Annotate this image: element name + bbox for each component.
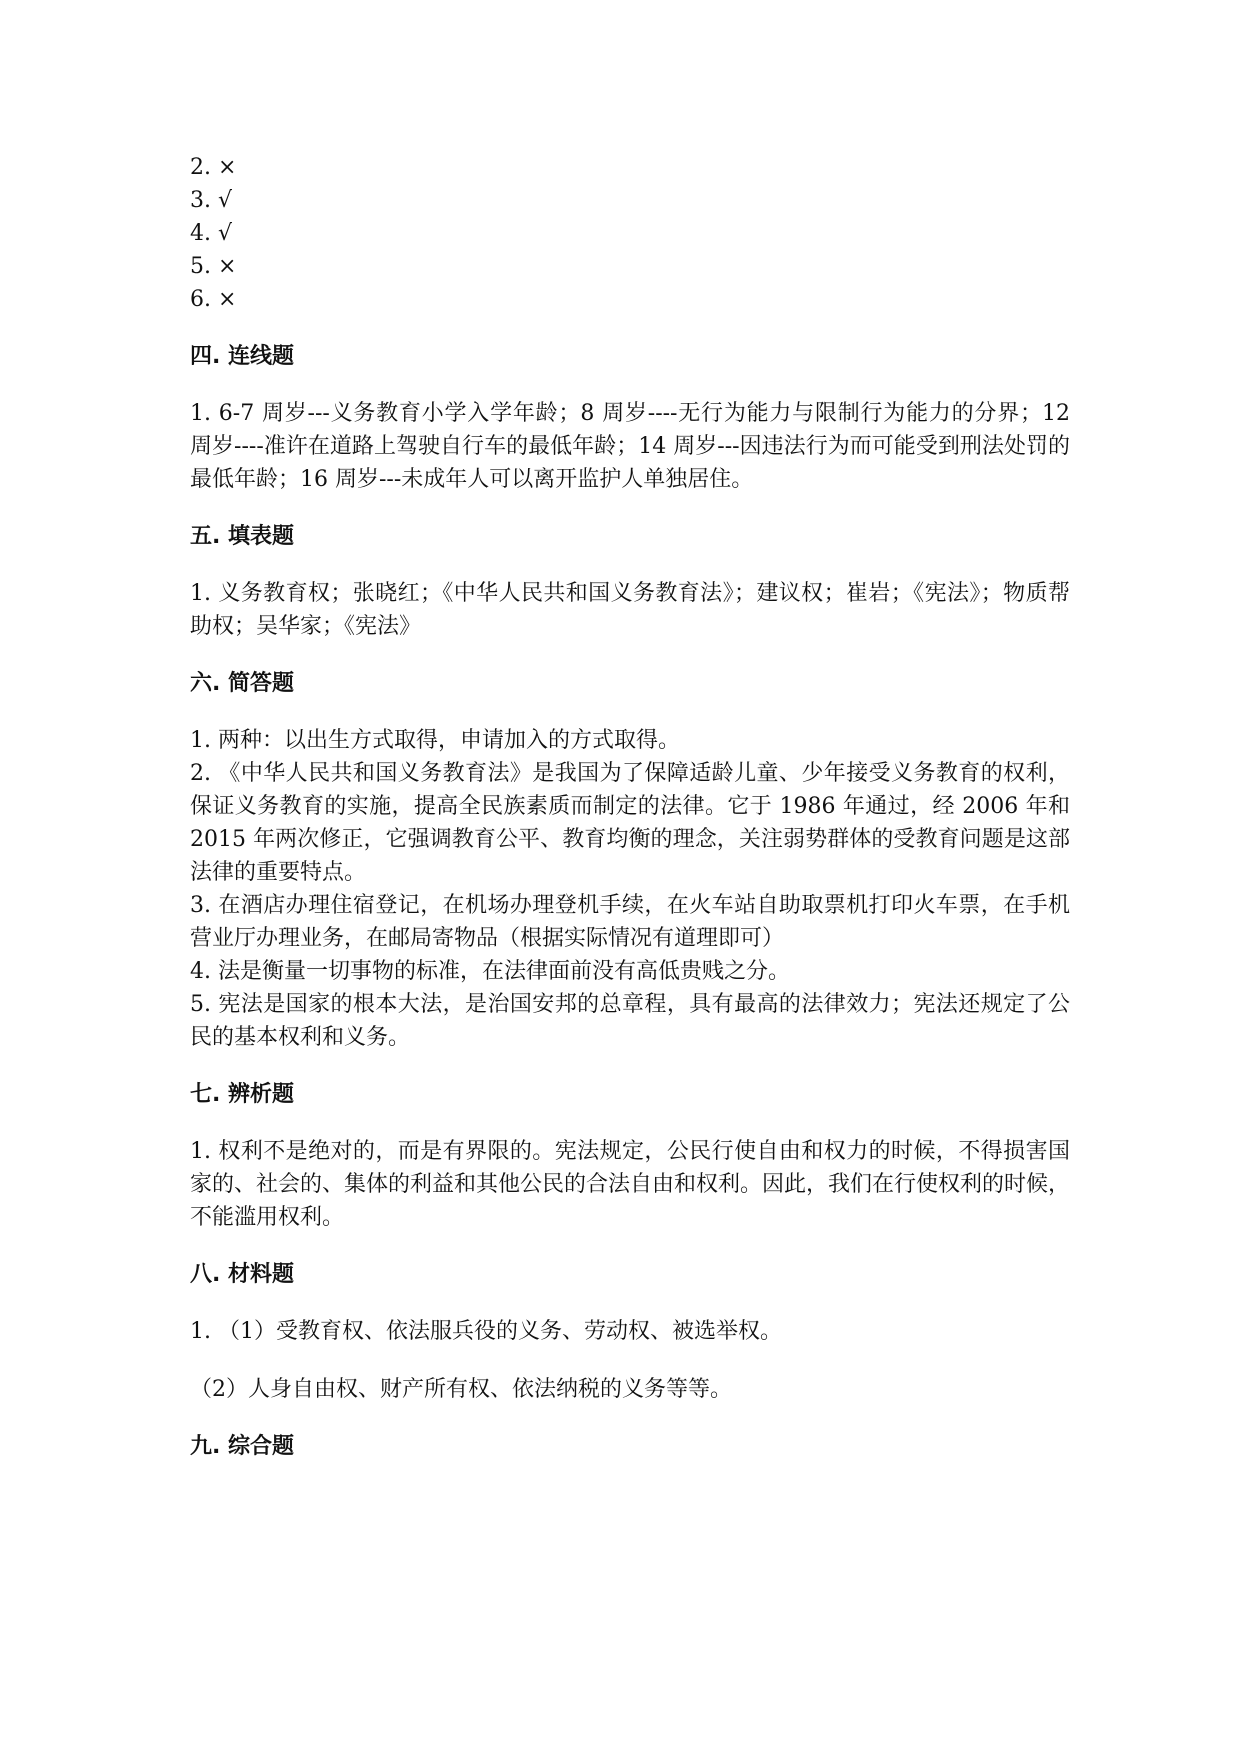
answer-line: 3. √: [190, 188, 233, 213]
material-answer-2: （2）人身自由权、财产所有权、依法纳税的义务等等。: [190, 1377, 732, 1402]
short-answer-3: 3. 在酒店办理住宿登记，在机场办理登机手续，在火车站自助取票机打印火车票，在手机营业厅办理业务，在邮局寄物品（根据实际情况有道理即可）: [190, 893, 1070, 951]
section-heading-short-answer: 六. 简答题: [190, 671, 295, 696]
answer-content: [190, 151, 1070, 1487]
short-answer-4: 4. 法是衡量一切事物的标准，在法律面前没有高低贵贱之分。: [190, 959, 790, 984]
answer-line: 5. ×: [190, 254, 237, 279]
answer-line: 2. ×: [190, 155, 237, 180]
fill-table-answer: 1. 义务教育权；张晓红；《中华人民共和国义务教育法》；建议权；崔岩；《宪法》；物质帮助权；吴华家；《宪法》: [190, 581, 1070, 639]
matching-answer: 1. 6-7 周岁---义务教育小学入学年龄；8 周岁----无行为能力与限制行为能力的分界；12 周岁----准许在道路上驾驶自行车的最低年龄；14 周岁---因违法行为而可能受到刑法处罚的最低年龄；16 周岁---未成年人可以离开监护人单独居住。: [190, 401, 1070, 492]
section-heading-analysis: 七. 辨析题: [190, 1082, 295, 1107]
short-answer-5: 5. 宪法是国家的根本大法，是治国安邦的总章程，具有最高的法律效力；宪法还规定了公民的基本权利和义务。: [190, 992, 1070, 1050]
section-heading-matching: 四. 连线题: [190, 344, 295, 369]
answer-line: 6. ×: [190, 287, 237, 312]
judgement-answers: [190, 151, 1070, 316]
short-answer-1: 1. 两种：以出生方式取得，申请加入的方式取得。: [190, 728, 680, 753]
short-answer-2: 2. 《中华人民共和国义务教育法》是我国为了保障适龄儿童、少年接受义务教育的权利，保证义务教育的实施，提高全民族素质而制定的法律。它于 1986 年通过，经 2006 年和 2015 年两次修正，它强调教育公平、教育均衡的理念，关注弱势群体的受教育问题是这部法律的重要特点。: [190, 761, 1070, 885]
answer-line: 4. √: [190, 221, 233, 246]
section-heading-fill-table: 五. 填表题: [190, 524, 295, 549]
material-answer-1: 1. （1）受教育权、依法服兵役的义务、劳动权、被选举权。: [190, 1319, 782, 1344]
section-heading-comprehensive: 九. 综合题: [190, 1434, 295, 1459]
section-heading-material: 八. 材料题: [190, 1262, 295, 1287]
analysis-answer: 1. 权利不是绝对的，而是有界限的。宪法规定，公民行使自由和权力的时候，不得损害国家的、社会的、集体的利益和其他公民的合法自由和权利。因此，我们在行使权利的时候，不能滥用权利。: [190, 1139, 1071, 1230]
